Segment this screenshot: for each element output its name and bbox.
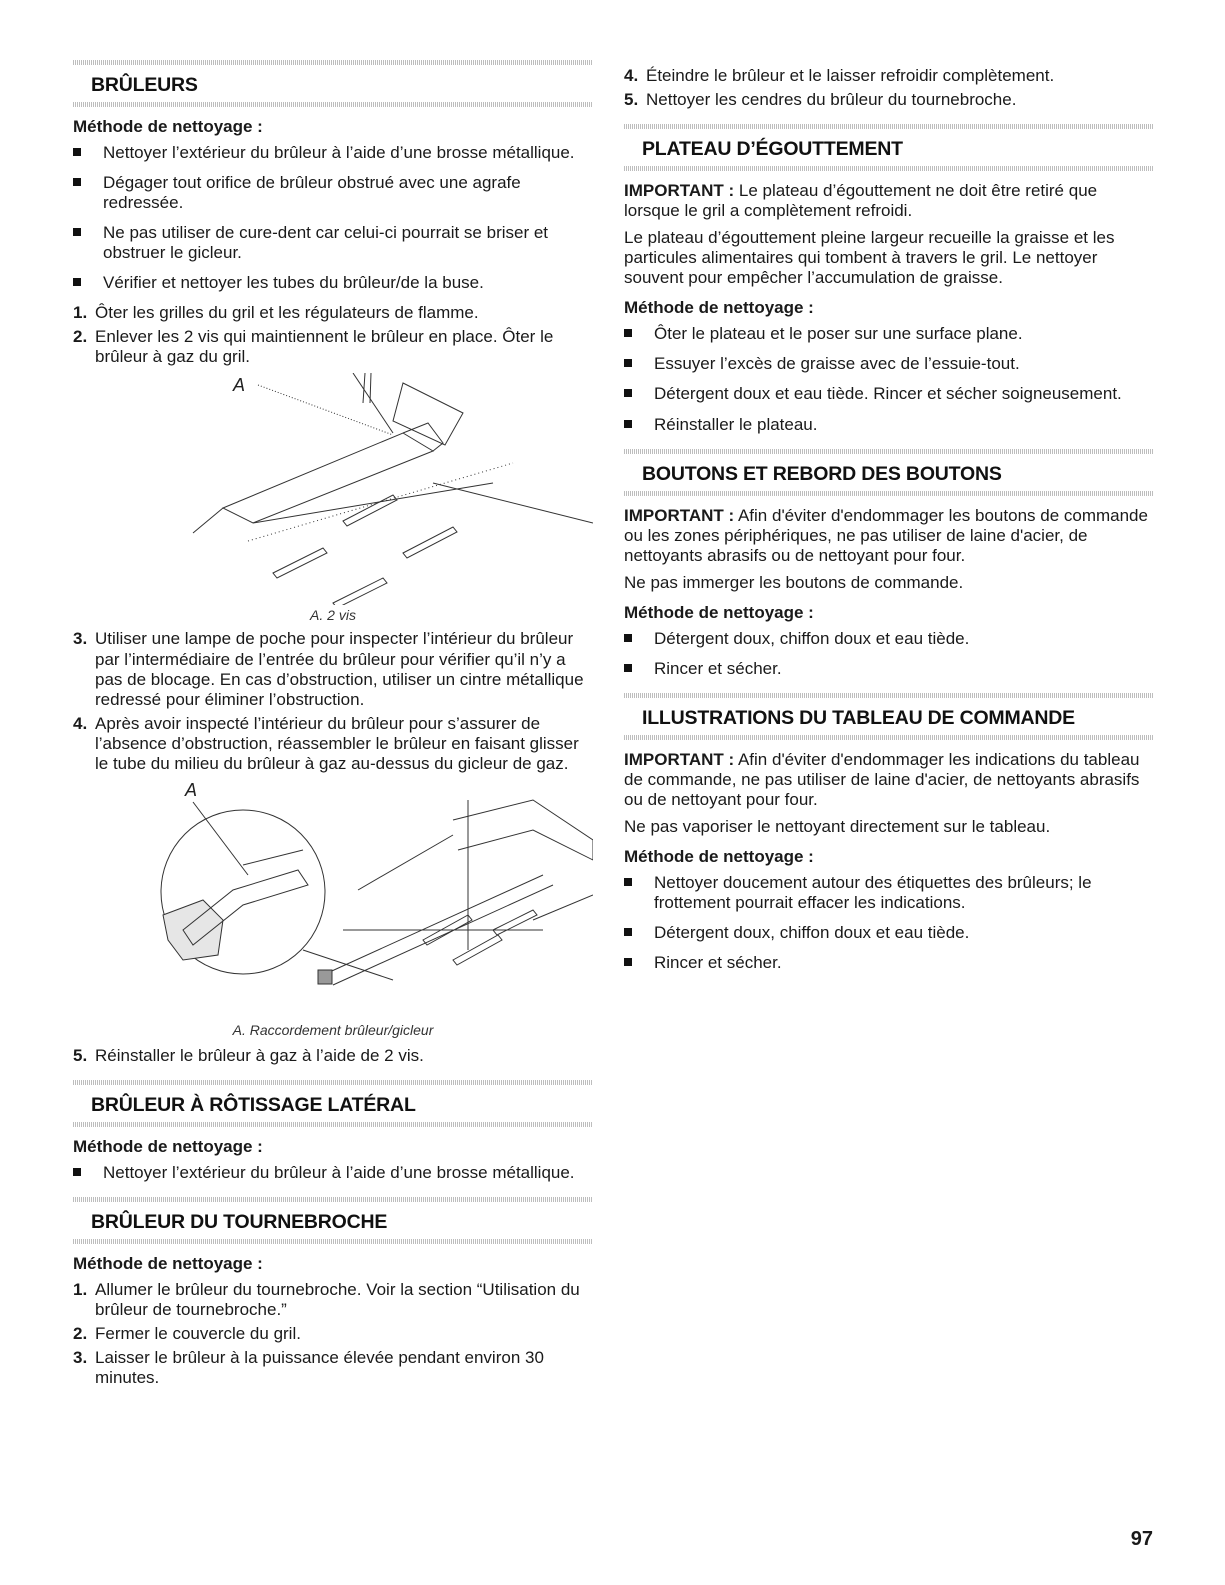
step-item: 5. Réinstaller le brûleur à gaz à l’aide de 2 vis.	[73, 1045, 424, 1065]
list-item: Nettoyer l’extérieur du brûleur à l’aide d’une brosse métallique.	[73, 1163, 593, 1183]
method-heading: Méthode de nettoyage :	[624, 847, 814, 867]
section-heading: BOUTONS ET REBORD DES BOUTONS	[624, 449, 1154, 496]
section-heading: BRÛLEURS	[73, 60, 593, 107]
list-item: Essuyer l’excès de graisse avec de l’essuie-tout.	[624, 354, 1154, 374]
figure-caption: A. Raccordement brûleur/gicleur	[232, 1021, 434, 1038]
list-item: Nettoyer l’extérieur du brûleur à l’aide d’une brosse métallique.	[73, 143, 593, 163]
list-item: Détergent doux, chiffon doux et eau tiède.	[624, 629, 1154, 649]
step-item: 4. Éteindre le brûleur et le laisser refroidir complètement.	[624, 66, 1055, 85]
callout-label: A	[185, 779, 198, 800]
list-item: Vérifier et nettoyer les tubes du brûleur/de la buse.	[73, 273, 593, 293]
section-boutons	[624, 449, 1154, 679]
figure-burner-screws	[73, 373, 593, 623]
list-item: Ôter le plateau et le poser sur une surface plane.	[624, 324, 1154, 344]
section-rotissage-lateral	[73, 1080, 593, 1183]
step-item: 5. Nettoyer les cendres du brûleur du tournebroche.	[624, 90, 1017, 110]
bullet-list	[624, 324, 1154, 434]
callout-label: A	[233, 375, 246, 396]
bullet-list	[73, 143, 593, 293]
step-item: 2. Fermer le couvercle du gril.	[73, 1324, 301, 1344]
bullet-list	[73, 1163, 593, 1183]
figure-burner-connection	[73, 780, 593, 1040]
page-number: 97	[1130, 1528, 1153, 1550]
section-heading: PLATEAU D’ÉGOUTTEMENT	[624, 124, 1154, 171]
step-list	[73, 629, 593, 773]
step-item: 3. Utiliser une lampe de poche pour inspecter l’intérieur du brûleur par l’intermédiaire de l’entrée du brûleur pour vérifier qu’il n’y a pas de blocage. En cas d’obstruction, utiliser un cintre métallique redressé pour éliminer l’obstruction.	[73, 629, 584, 709]
method-heading: Méthode de nettoyage :	[624, 298, 814, 318]
section-bruleurs	[73, 60, 593, 1066]
list-item: Rincer et sécher.	[624, 659, 1154, 679]
method-heading: Méthode de nettoyage :	[624, 602, 814, 622]
paragraph: Ne pas vaporiser le nettoyant directement sur le tableau.	[624, 817, 1051, 837]
step-list	[73, 303, 593, 367]
step-item: 4. Après avoir inspecté l’intérieur du brûleur pour s’assurer de l’absence d’obstruction, réassembler le brûleur en faisant glisser le tube du milieu du brûleur à gaz au-dessus du gicleur de gaz.	[73, 713, 579, 773]
list-item: Ne pas utiliser de cure-dent car celui-ci pourrait se briser et obstruer le gicleur.	[73, 223, 593, 263]
list-item: Dégager tout orifice de brûleur obstrué avec une agrafe redressée.	[73, 173, 593, 213]
section-illustrations	[624, 693, 1154, 973]
step-list	[73, 1280, 593, 1388]
section-heading: BRÛLEUR DU TOURNEBROCHE	[73, 1197, 593, 1244]
step-list	[73, 1046, 593, 1066]
list-item: Rincer et sécher.	[624, 953, 1154, 973]
left-column	[73, 60, 593, 1402]
step-list	[624, 66, 1154, 110]
burner-connection-illustration	[73, 780, 593, 1014]
list-item: Nettoyer doucement autour des étiquettes des brûleurs; le frottement pourrait effacer les indications.	[624, 873, 1154, 913]
section-plateau	[624, 124, 1154, 434]
method-heading: Méthode de nettoyage :	[73, 1253, 263, 1273]
important-note: IMPORTANT : Le plateau d’égouttement ne doit être retiré que lorsque le gril a complètement refroidi.	[624, 181, 1098, 221]
step-item: 3. Laisser le brûleur à la puissance élevée pendant environ 30 minutes.	[73, 1348, 544, 1388]
method-heading: Méthode de nettoyage :	[73, 117, 263, 136]
figure-caption: A. 2 vis	[310, 607, 356, 624]
bullet-list	[624, 873, 1154, 973]
list-item: Détergent doux et eau tiède. Rincer et sécher soigneusement.	[624, 384, 1154, 404]
list-item: Détergent doux, chiffon doux et eau tiède.	[624, 923, 1154, 943]
step-item: 2. Enlever les 2 vis qui maintiennent le brûleur en place. Ôter le brûleur à gaz du gril.	[73, 327, 554, 367]
paragraph: Le plateau d’égouttement pleine largeur recueille la graisse et les particules alimentaires qui tombent à travers le gril. Le nettoyer souvent pour empêcher l’accumulation de graisse.	[624, 228, 1115, 288]
important-note: IMPORTANT : Afin d'éviter d'endommager les boutons de commande ou les zones périphériques, ne pas utiliser de laine d'acier, de nettoyants abrasifs ou de nettoyant pour four.	[624, 505, 1148, 565]
section-heading: ILLUSTRATIONS DU TABLEAU DE COMMANDE	[624, 693, 1154, 740]
step-item: 1. Allumer le brûleur du tournebroche. Voir la section “Utilisation du brûleur de tournebroche.”	[73, 1279, 580, 1320]
section-tournebroche	[73, 1197, 593, 1388]
list-item: Réinstaller le plateau.	[624, 415, 1154, 435]
burner-screws-illustration	[73, 373, 593, 605]
section-heading: BRÛLEUR À RÔTISSAGE LATÉRAL	[73, 1080, 593, 1127]
paragraph: Ne pas immerger les boutons de commande.	[624, 572, 964, 592]
important-note: IMPORTANT : Afin d'éviter d'endommager les indications du tableau de commande, ne pas utiliser de laine d'acier, de nettoyants abrasifs ou de nettoyant pour four.	[624, 749, 1140, 809]
step-item: 1. Ôter les grilles du gril et les régulateurs de flamme.	[73, 303, 479, 323]
bullet-list	[624, 629, 1154, 679]
right-column	[624, 66, 1154, 987]
method-heading: Méthode de nettoyage :	[73, 1136, 263, 1156]
